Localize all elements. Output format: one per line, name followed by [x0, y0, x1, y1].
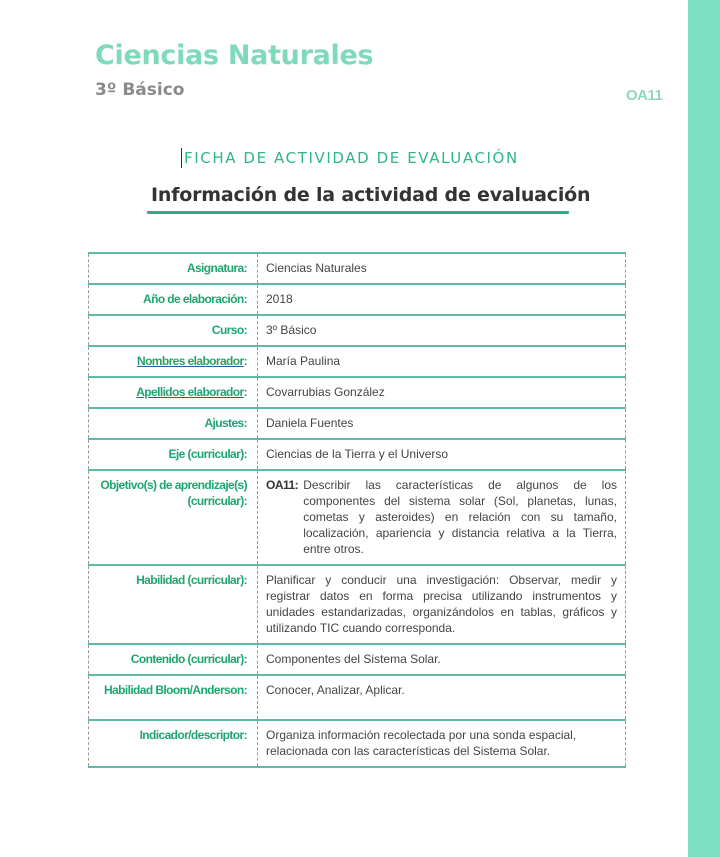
table-row	[89, 720, 626, 767]
table-row	[89, 253, 626, 284]
oa-code-badge: OA11	[626, 87, 663, 104]
row-label-habilidad: Habilidad (curricular):	[89, 565, 258, 644]
document-heading: Información de la actividad de evaluación	[151, 184, 591, 206]
table-row	[89, 565, 626, 644]
row-value-habilidad[interactable]: Planificar y conducir una investigación: Observar, medir y registrar datos en forma precisa utilizando instrumentos y unidades estandarizadas, organizándolos en tablas, gráficos y utilizando TIC cuando corresponda.	[258, 565, 626, 644]
row-label-curso: Curso:	[89, 315, 258, 346]
row-label-bloom: Habilidad Bloom/Anderson:	[89, 675, 258, 720]
row-value-anio[interactable]: 2018	[258, 284, 626, 315]
row-label-contenido: Contenido (curricular):	[89, 644, 258, 675]
table-row	[89, 346, 626, 377]
table-row	[89, 408, 626, 439]
text-cursor	[181, 148, 182, 168]
row-label-eje: Eje (curricular):	[89, 439, 258, 470]
label-colon: :	[243, 354, 247, 368]
table-row	[89, 470, 626, 565]
table-row	[89, 439, 626, 470]
row-label-apellidos	[89, 377, 258, 408]
row-value-contenido[interactable]: Componentes del Sistema Solar.	[258, 644, 626, 675]
table-row	[89, 377, 626, 408]
row-value-ajustes[interactable]: Daniela Fuentes	[258, 408, 626, 439]
row-label-asignatura: Asignatura:	[89, 253, 258, 284]
document-kicker[interactable]: FICHA DE ACTIVIDAD DE EVALUACIÓN	[184, 149, 519, 167]
oa-tag: OA11:	[266, 478, 299, 492]
table-row	[89, 284, 626, 315]
heading-underline	[147, 211, 569, 214]
row-value-asignatura[interactable]: Ciencias Naturales	[258, 253, 626, 284]
table-row	[89, 675, 626, 720]
decorative-side-bar	[688, 0, 720, 857]
row-value-apellidos[interactable]: Covarrubias González	[258, 377, 626, 408]
row-value-curso[interactable]: 3º Básico	[258, 315, 626, 346]
grade-label: 3º Básico	[95, 80, 185, 100]
table-row	[89, 644, 626, 675]
label-colon: :	[243, 385, 247, 399]
activity-info-table	[88, 252, 626, 768]
objetivo-text: Describir las características de algunos de los componentes del sistema solar (Sol, planetas, lunas, cometas y asteroides) en relación con su tamaño, localización, apariencia y distancia relativa a la Tierra, entre otros.	[303, 478, 617, 556]
row-label-indicador: Indicador/descriptor:	[89, 720, 258, 767]
row-label-objetivo: Objetivo(s) de aprendizaje(s) (curricular):	[89, 470, 258, 565]
nombres-elaborador-link[interactable]: Nombres elaborador	[137, 354, 244, 368]
table-row	[89, 315, 626, 346]
row-value-objetivo[interactable]	[258, 470, 626, 565]
subject-title: Ciencias Naturales	[95, 40, 374, 71]
row-label-ajustes: Ajustes:	[89, 408, 258, 439]
row-value-nombres[interactable]: María Paulina	[258, 346, 626, 377]
row-label-nombres	[89, 346, 258, 377]
row-value-bloom[interactable]: Conocer, Analizar, Aplicar.	[258, 675, 626, 720]
apellidos-elaborador-link[interactable]: Apellidos elaborador	[136, 385, 244, 399]
row-value-indicador[interactable]: Organiza información recolectada por una sonda espacial, relacionada con las características del Sistema Solar.	[258, 720, 626, 767]
row-label-anio: Año de elaboración:	[89, 284, 258, 315]
row-value-eje[interactable]: Ciencias de la Tierra y el Universo	[258, 439, 626, 470]
